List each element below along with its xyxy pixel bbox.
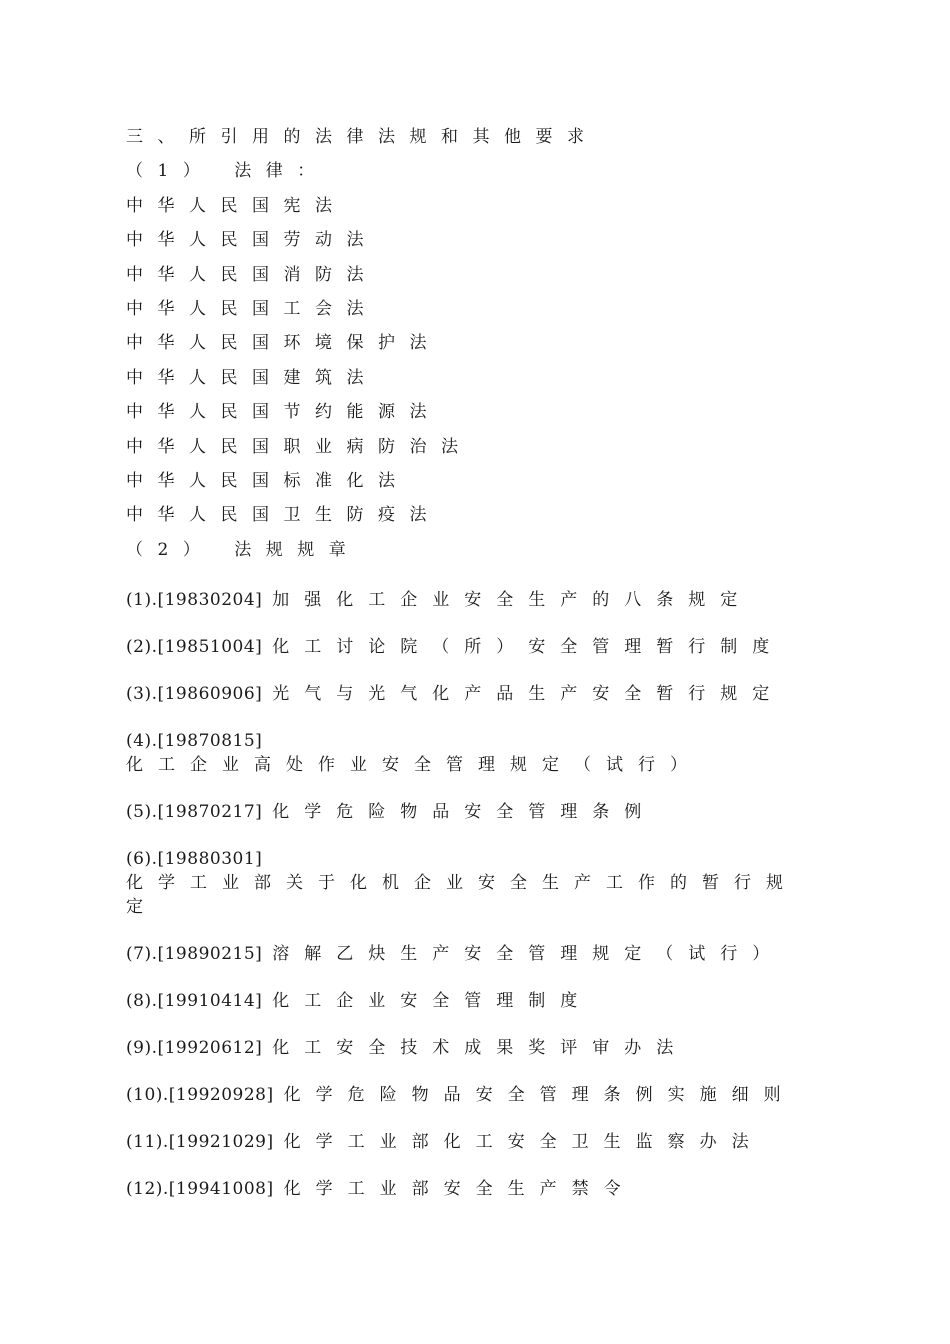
regulation-title: 化工讨论院（所）安全管理暂行制度 bbox=[272, 637, 785, 658]
regulation-title: 光气与光气化产品生产安全暂行规定 bbox=[272, 684, 785, 705]
regulation-item bbox=[126, 989, 826, 1013]
law-item: 中华人民国建筑法 bbox=[126, 367, 378, 388]
regulation-number: (3).[19860906] bbox=[126, 684, 263, 705]
section-heading: 三、所引用的法律法规和其他要求 bbox=[126, 127, 599, 147]
regulation-number: (1).[19830204] bbox=[126, 590, 263, 611]
regulation-item bbox=[126, 1083, 826, 1107]
law-item: 中华人民国工会法 bbox=[126, 298, 378, 319]
regulation-title: 化工企业安全管理制度 bbox=[272, 991, 593, 1012]
regulation-item bbox=[126, 588, 826, 612]
regulation-number: (2).[19851004] bbox=[126, 637, 263, 658]
law-item: 中华人民国标准化法 bbox=[126, 470, 410, 491]
regulation-number: (8).[19910414] bbox=[126, 991, 263, 1012]
regulation-number: (4).[19870815] bbox=[126, 731, 263, 752]
law-item: 中华人民国宪法 bbox=[126, 195, 347, 216]
law-item: 中华人民国劳动法 bbox=[126, 230, 378, 251]
regulation-title: 加强化工企业安全生产的八条规定 bbox=[272, 590, 753, 611]
spacer bbox=[126, 572, 826, 588]
regulation-title: 化工安全技术成果奖评审办法 bbox=[272, 1038, 689, 1059]
regulation-title: 化学工业部安全生产禁令 bbox=[283, 1179, 636, 1200]
regulation-title: 化学工业部关于化机企业安全生产工作的暂行规定 bbox=[126, 873, 798, 918]
regulation-item bbox=[126, 1036, 826, 1060]
regulation-item bbox=[126, 1177, 826, 1201]
regulation-item bbox=[126, 800, 826, 824]
law-item: 中华人民国环境保护法 bbox=[126, 333, 441, 354]
regulation-title: 化学危险物品安全管理条例实施细则 bbox=[283, 1085, 796, 1106]
section2-label: （2） 法规规章 bbox=[126, 539, 361, 560]
regulation-item bbox=[126, 942, 826, 966]
regulation-title: 化学危险物品安全管理条例 bbox=[272, 802, 657, 823]
regulation-title: 化学工业部化工安全卫生监察办法 bbox=[283, 1132, 764, 1153]
regulation-number: (12).[19941008] bbox=[126, 1179, 274, 1200]
regulation-item bbox=[126, 729, 826, 777]
regulation-title: 化工企业高处作业安全管理规定（试行） bbox=[126, 755, 702, 776]
regulation-item bbox=[126, 847, 826, 919]
regulation-item bbox=[126, 635, 826, 659]
regulation-number: (9).[19920612] bbox=[126, 1038, 263, 1059]
regulation-number: (6).[19880301] bbox=[126, 849, 263, 870]
regulation-title: 溶解乙炔生产安全管理规定（试行） bbox=[272, 944, 785, 965]
section1-label: （1） 法律： bbox=[126, 161, 329, 182]
law-item: 中华人民国卫生防疫法 bbox=[126, 505, 441, 526]
regulation-number: (7).[19890215] bbox=[126, 944, 263, 965]
regulation-number: (5).[19870217] bbox=[126, 802, 263, 823]
document-content bbox=[126, 125, 826, 1224]
law-item: 中华人民国职业病防治法 bbox=[126, 436, 473, 457]
regulation-number: (10).[19920928] bbox=[126, 1085, 274, 1106]
law-item: 中华人民国消防法 bbox=[126, 264, 378, 285]
law-item: 中华人民国节约能源法 bbox=[126, 402, 441, 423]
regulation-number: (11).[19921029] bbox=[126, 1132, 274, 1153]
regulation-item bbox=[126, 682, 826, 706]
regulation-item bbox=[126, 1130, 826, 1154]
